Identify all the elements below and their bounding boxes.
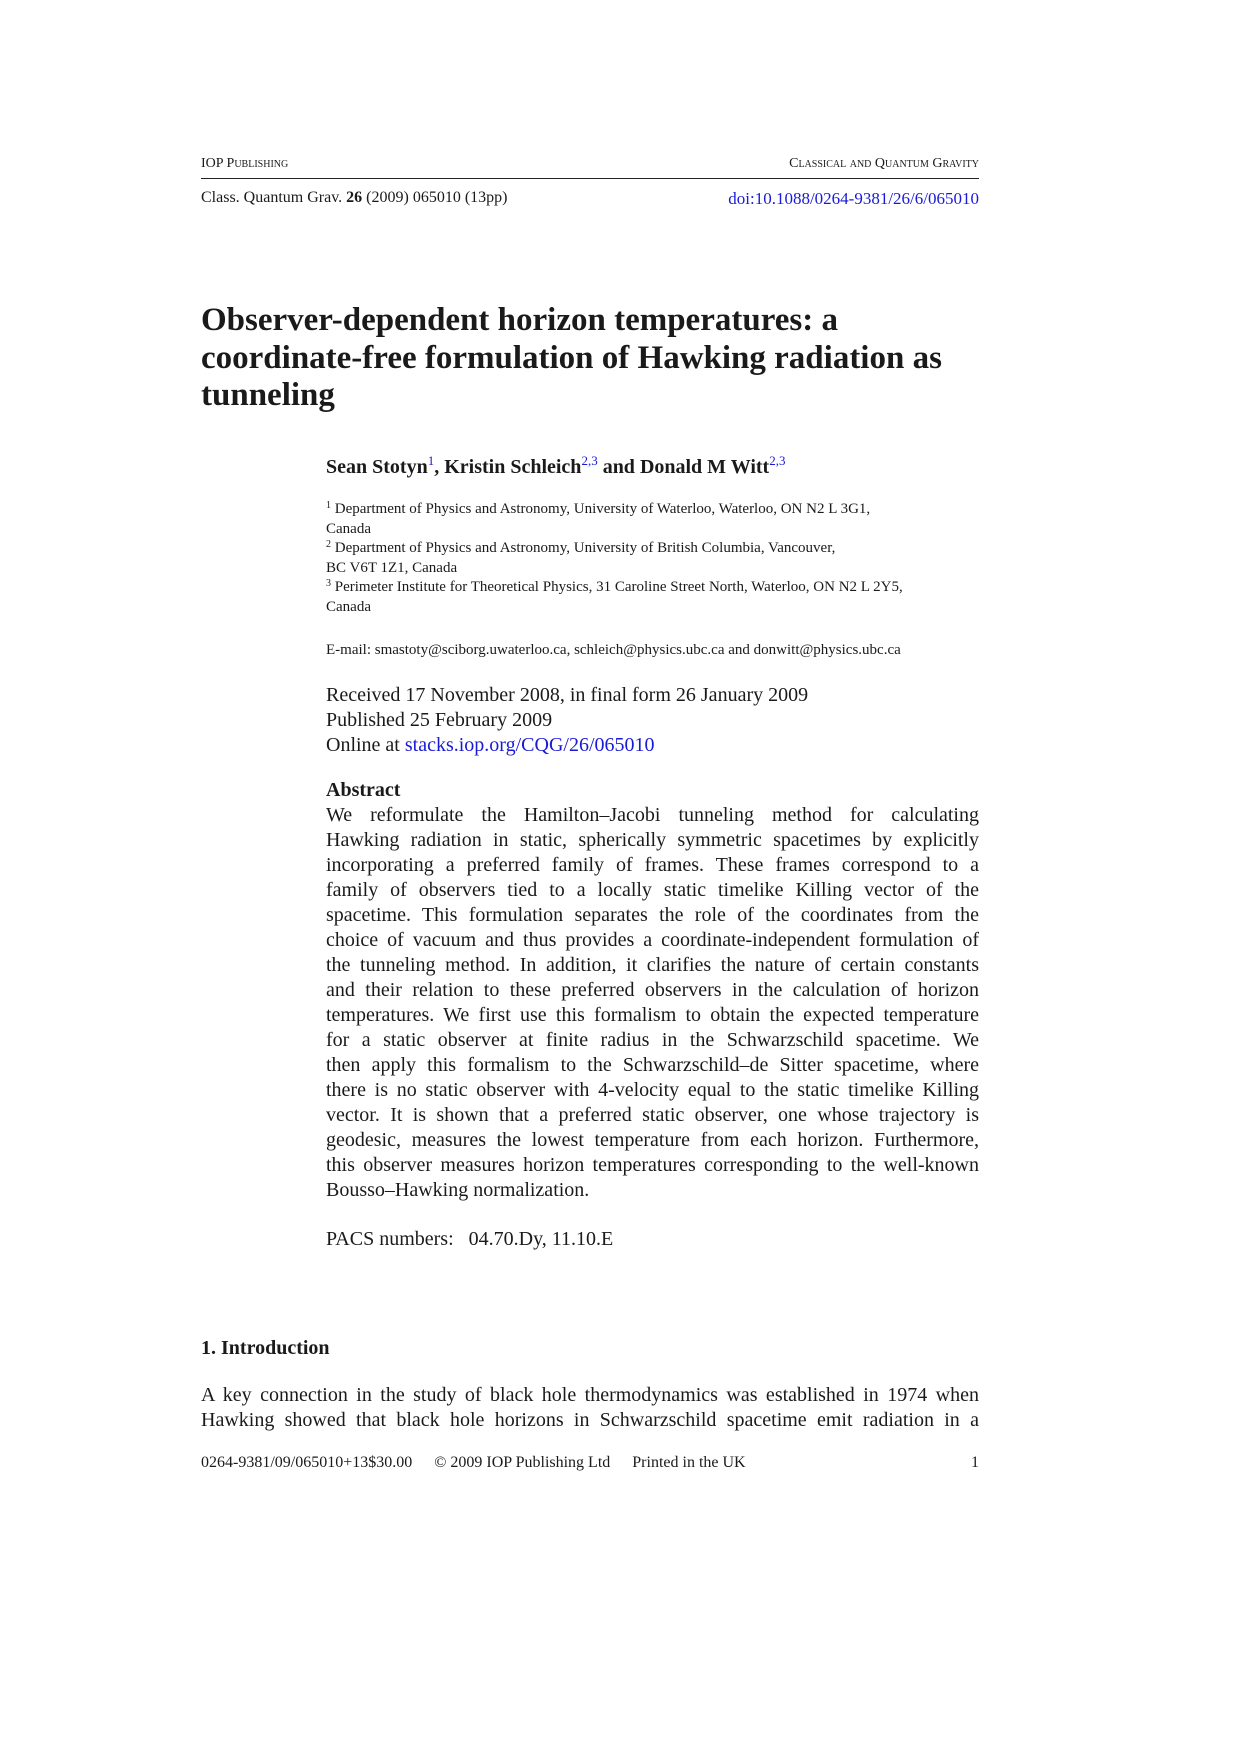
affiliation <box>326 578 986 598</box>
abstract-body <box>326 803 979 1203</box>
abstract-line: incorporating a preferred family of frames. These frames correspond to a <box>326 854 979 876</box>
affiliation <box>326 539 986 559</box>
affiliation-text: Canada <box>326 598 371 615</box>
abstract-line: temperatures. We first use this formalism to obtain the expected temperature <box>326 1004 979 1026</box>
abstract-line: this observer measures horizon temperatures corresponding to the well-known <box>326 1154 979 1176</box>
author-name: Kristin Schleich <box>444 456 582 478</box>
page-number: 1 <box>971 1454 979 1471</box>
affiliation-text: Department of Physics and Astronomy, University of Waterloo, Waterloo, ON N2 L 3G1, <box>334 501 871 517</box>
abstract-line: Hawking radiation in static, spherically symmetric spacetimes by explicitly <box>326 829 979 851</box>
online-at <box>326 733 808 758</box>
abstract-line: geodesic, measures the lowest temperature from each horizon. Furthermore, <box>326 1129 979 1151</box>
affiliation-number: 1 <box>326 500 331 511</box>
affiliation <box>326 500 986 520</box>
body-line: A key connection in the study of black hole thermodynamics was established in 1974 when <box>201 1384 979 1406</box>
abstract-line: choice of vacuum and thus provides a coordinate-independent formulation of <box>326 929 979 951</box>
affiliation-ref[interactable]: 1 <box>427 453 435 468</box>
author-name: Donald M Witt <box>639 456 770 478</box>
affiliation-number: 3 <box>326 578 331 589</box>
affiliation-text: Department of Physics and Astronomy, University of British Columbia, Vancouver, <box>334 540 836 556</box>
abstract-line: then apply this formalism to the Schwarzschild–de Sitter spacetime, where <box>326 1054 979 1076</box>
author-name: Sean Stotyn <box>326 456 428 478</box>
paper-title: Observer-dependent horizon temperatures: a coordinate-free formulation of Hawking radiation as tunneling <box>201 302 942 413</box>
abstract-line: and their relation to these preferred observers in the calculation of horizon <box>326 979 979 1001</box>
affiliation-text: BC V6T 1Z1, Canada <box>326 559 458 576</box>
online-prefix: Online at <box>326 734 405 756</box>
publication-dates <box>326 683 808 758</box>
citation <box>201 189 507 209</box>
doi-link[interactable]: doi:10.1088/0264-9381/26/6/065010 <box>728 189 979 208</box>
publisher-name: IOP Publishing <box>201 156 289 171</box>
published-date: Published 25 February 2009 <box>326 709 553 731</box>
affiliation-number: 2 <box>326 539 331 550</box>
abstract-line: the tunneling method. In addition, it clarifies the nature of certain constants <box>326 954 979 976</box>
abstract-line: We reformulate the Hamilton–Jacobi tunneling method for calculating <box>326 804 979 826</box>
citation-volume: 26 <box>346 189 363 206</box>
online-link[interactable]: stacks.iop.org/CQG/26/065010 <box>404 734 655 756</box>
abstract-line: family of observers tied to a locally static timelike Killing vector of the <box>326 879 979 901</box>
abstract-line: spacetime. This formulation separates the role of the coordinates from the <box>326 904 979 926</box>
copyright: © 2009 IOP Publishing Ltd <box>434 1454 611 1471</box>
author-separator: and <box>597 456 640 478</box>
page-footer <box>201 1454 979 1472</box>
header-divider <box>201 178 979 179</box>
author-separator: , <box>434 456 445 478</box>
abstract-line: there is no static observer with 4-velocity equal to the static timelike Killing <box>326 1079 979 1101</box>
section-heading: 1. Introduction <box>201 1337 330 1359</box>
citation-prefix: Class. Quantum Grav. <box>201 189 343 206</box>
affiliation-text: Perimeter Institute for Theoretical Physics, 31 Caroline Street North, Waterloo, ON N2 L 2Y5, <box>334 579 903 595</box>
citation-row <box>201 189 979 209</box>
abstract-line: vector. It is shown that a preferred static observer, one whose trajectory is <box>326 1104 979 1126</box>
printed-in: Printed in the UK <box>632 1454 746 1471</box>
abstract-heading: Abstract <box>326 779 401 801</box>
received-date: Received 17 November 2008, in final form 26 January 2009 <box>326 684 809 706</box>
author-list <box>326 453 786 479</box>
body-line: Hawking showed that black hole horizons in Schwarzschild spacetime emit radiation in a <box>201 1409 979 1431</box>
affiliation-ref[interactable]: 2,3 <box>769 453 786 468</box>
section-body <box>201 1383 979 1433</box>
article-code: 0264-9381/09/065010+13$30.00 <box>201 1454 413 1471</box>
journal-name: Classical and Quantum Gravity <box>789 156 979 171</box>
email-addresses: E-mail: smastoty@sciborg.uwaterloo.ca, schleich@physics.ubc.ca and donwitt@physics.ubc.ca <box>326 642 901 658</box>
affiliation-ref[interactable]: 2,3 <box>581 453 598 468</box>
abstract-line: Bousso–Hawking normalization. <box>326 1179 590 1201</box>
abstract-line: for a static observer at finite radius in the Schwarzschild spacetime. We <box>326 1029 979 1051</box>
running-header <box>201 156 979 172</box>
affiliation-list <box>326 500 986 617</box>
citation-suffix: (2009) 065010 (13pp) <box>366 189 508 206</box>
footer-info <box>201 1454 764 1472</box>
pacs-numbers: PACS numbers: 04.70.Dy, 11.10.E <box>326 1228 614 1250</box>
affiliation-text: Canada <box>326 520 371 537</box>
